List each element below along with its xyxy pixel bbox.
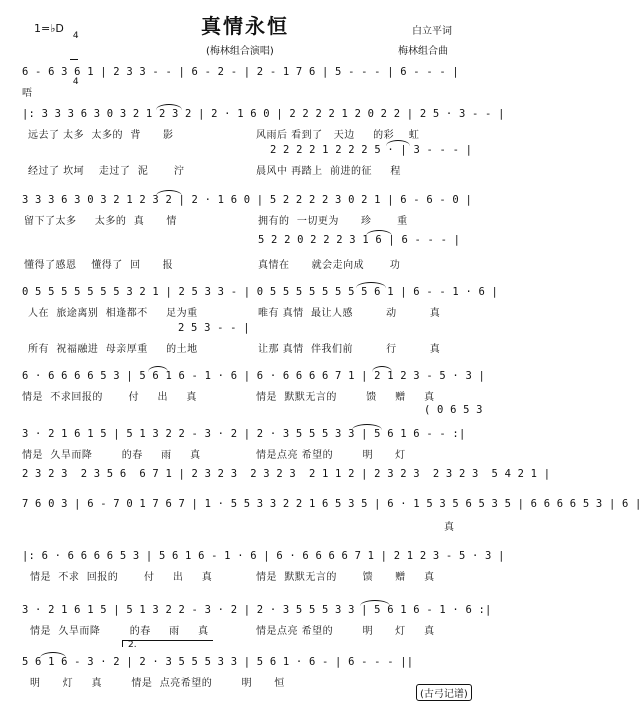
lyric-line: 让那 真情 伴我们前 行 真 bbox=[258, 344, 441, 355]
lyric-line: 明 灯 真 情是 点亮希望的 明 恒 bbox=[30, 678, 285, 689]
lyric-line: 真 bbox=[444, 522, 455, 533]
time-denominator: 4 bbox=[72, 77, 79, 87]
lyric-line: 情是 久旱而降 的春 雨 真 bbox=[30, 626, 209, 637]
notation-row: |: 3 3 3 6 3 0 3 2 1 2 3 2 | 2 · 1 6 0 | 2 2 2 2 1 2 0 2 2 | 2 5 · 3 - - | bbox=[22, 108, 505, 120]
notation-row: 2 2 2 2 1 2 2 2 5 · | 3 - - - | bbox=[270, 144, 473, 156]
ending-bracket bbox=[122, 640, 213, 647]
lyric-line: 情是 默默无言的 馈 赠 真 bbox=[256, 392, 435, 403]
lyric-line: 人在 旅途离别 相逢都不 足为重 bbox=[28, 308, 198, 319]
slur bbox=[40, 652, 66, 658]
lyricist: 白立平词 bbox=[412, 26, 452, 37]
transcriber-stamp: (古弓记谱) bbox=[416, 684, 472, 701]
time-divider bbox=[70, 59, 78, 60]
lyric-line: 晨风中 再踏上 前进的征 程 bbox=[256, 166, 401, 177]
lyric-line: 留下了太多 太多的 真 情 bbox=[24, 216, 177, 227]
notation-row: 0 5 5 5 5 5 5 5 3 2 1 | 2 5 3 3 - | 0 5 5 5 5 5 5 5 5 6 1 | 6 - - 1 · 6 | bbox=[22, 286, 499, 298]
slur bbox=[148, 366, 168, 372]
slur bbox=[156, 104, 182, 110]
slur bbox=[366, 230, 392, 236]
slur bbox=[372, 366, 392, 372]
time-numerator: 4 bbox=[72, 31, 79, 41]
lyric-line: 懂得了感恩 懂得了 回 报 bbox=[24, 260, 174, 271]
lyric-line: 远去了 太多 太多的 背 影 bbox=[28, 130, 174, 141]
lyric-line: 情是 默默无言的 馈 赠 真 bbox=[256, 572, 435, 583]
slur bbox=[360, 600, 390, 606]
lyric-line: 拥有的 一切更为 珍 重 bbox=[258, 216, 408, 227]
time-signature bbox=[70, 14, 81, 105]
lyric-line: 情是点亮 希望的 明 灯 bbox=[256, 450, 406, 461]
notation-row: 6 - 6 3 6 1 | 2 3 3 - - | 6 - 2 - | 2 - 1 7 6 | 5 - - - | 6 - - - | bbox=[22, 66, 459, 78]
lyric-line: 情是 久旱而降 的春 雨 真 bbox=[22, 450, 201, 461]
lyric-line: 经过了 坎坷 走过了 泥 泞 bbox=[28, 166, 185, 177]
notation-row: 3 3 3 6 3 0 3 2 1 2 3 2 | 2 · 1 6 0 | 5 2 2 2 2 3 0 2 1 | 6 - 6 - 0 | bbox=[22, 194, 472, 206]
slur bbox=[356, 282, 386, 288]
notation-row: 6 · 6 6 6 6 5 3 | 5 6 1 6 - 1 · 6 | 6 · 6 6 6 6 7 1 | 2 1 2 3 - 5 · 3 | bbox=[22, 370, 486, 382]
key-signature: 1=♭D bbox=[34, 22, 64, 35]
notation-row: 2 5 3 - - | bbox=[178, 322, 250, 334]
notation-row: 3 · 2 1 6 1 5 | 5 1 3 2 2 - 3 · 2 | 2 · 3 5 5 5 3 3 | 5 6 1 6 - 1 · 6 :| bbox=[22, 604, 492, 616]
ending-mark: 2. bbox=[128, 640, 137, 650]
pickup-notes: ( 0 6 5 3 bbox=[424, 404, 483, 416]
notation-row: |: 6 · 6 6 6 6 5 3 | 5 6 1 6 - 1 · 6 | 6 · 6 6 6 6 7 1 | 2 1 2 3 - 5 · 3 | bbox=[22, 550, 505, 562]
performer: (梅林组合演唱) bbox=[206, 46, 274, 57]
notation-row: 5 2 2 0 2 2 2 3 1 6 | 6 - - - | bbox=[258, 234, 461, 246]
composer: 梅林组合曲 bbox=[398, 46, 448, 57]
song-title: 真情永恒 bbox=[201, 14, 289, 38]
notation-row: 7 6 0 3 | 6 - 7 0 1 7 6 7 | 1 · 5 5 3 3 2 2 1 6 5 3 5 | 6 · 1 5 3 5 6 5 3 5 | 6 6 6 6 5 3 | 6 | bbox=[22, 498, 642, 510]
slur bbox=[386, 140, 410, 146]
notation-row: 2 3 2 3 2 3 5 6 6 7 1 | 2 3 2 3 2 3 2 3 2 1 1 2 | 2 3 2 3 2 3 2 3 5 4 2 1 | bbox=[22, 468, 551, 480]
lyric-line: 唔 bbox=[22, 88, 33, 99]
slur bbox=[156, 190, 182, 196]
lyric-line: 情是 不求 回报的 付 出 真 bbox=[30, 572, 213, 583]
lyric-line: 真情在 就会走向成 功 bbox=[258, 260, 401, 271]
slur bbox=[352, 424, 382, 430]
lyric-line: 唯有 真情 最让人感 动 真 bbox=[258, 308, 441, 319]
notation-row: 5 6 1 6 - 3 · 2 | 2 · 3 5 5 5 3 3 | 5 6 1 · 6 - | 6 - - - || bbox=[22, 656, 414, 668]
lyric-line: 所有 祝福融进 母亲厚重 的土地 bbox=[28, 344, 198, 355]
lyric-line: 情是 不求回报的 付 出 真 bbox=[22, 392, 197, 403]
lyric-line: 风雨后 看到了 天边 的彩 虹 bbox=[256, 130, 420, 141]
lyric-line: 情是点亮 希望的 明 灯 真 bbox=[256, 626, 435, 637]
notation-row: 3 · 2 1 6 1 5 | 5 1 3 2 2 - 3 · 2 | 2 · 3 5 5 5 3 3 | 5 6 1 6 - - :| bbox=[22, 428, 466, 440]
